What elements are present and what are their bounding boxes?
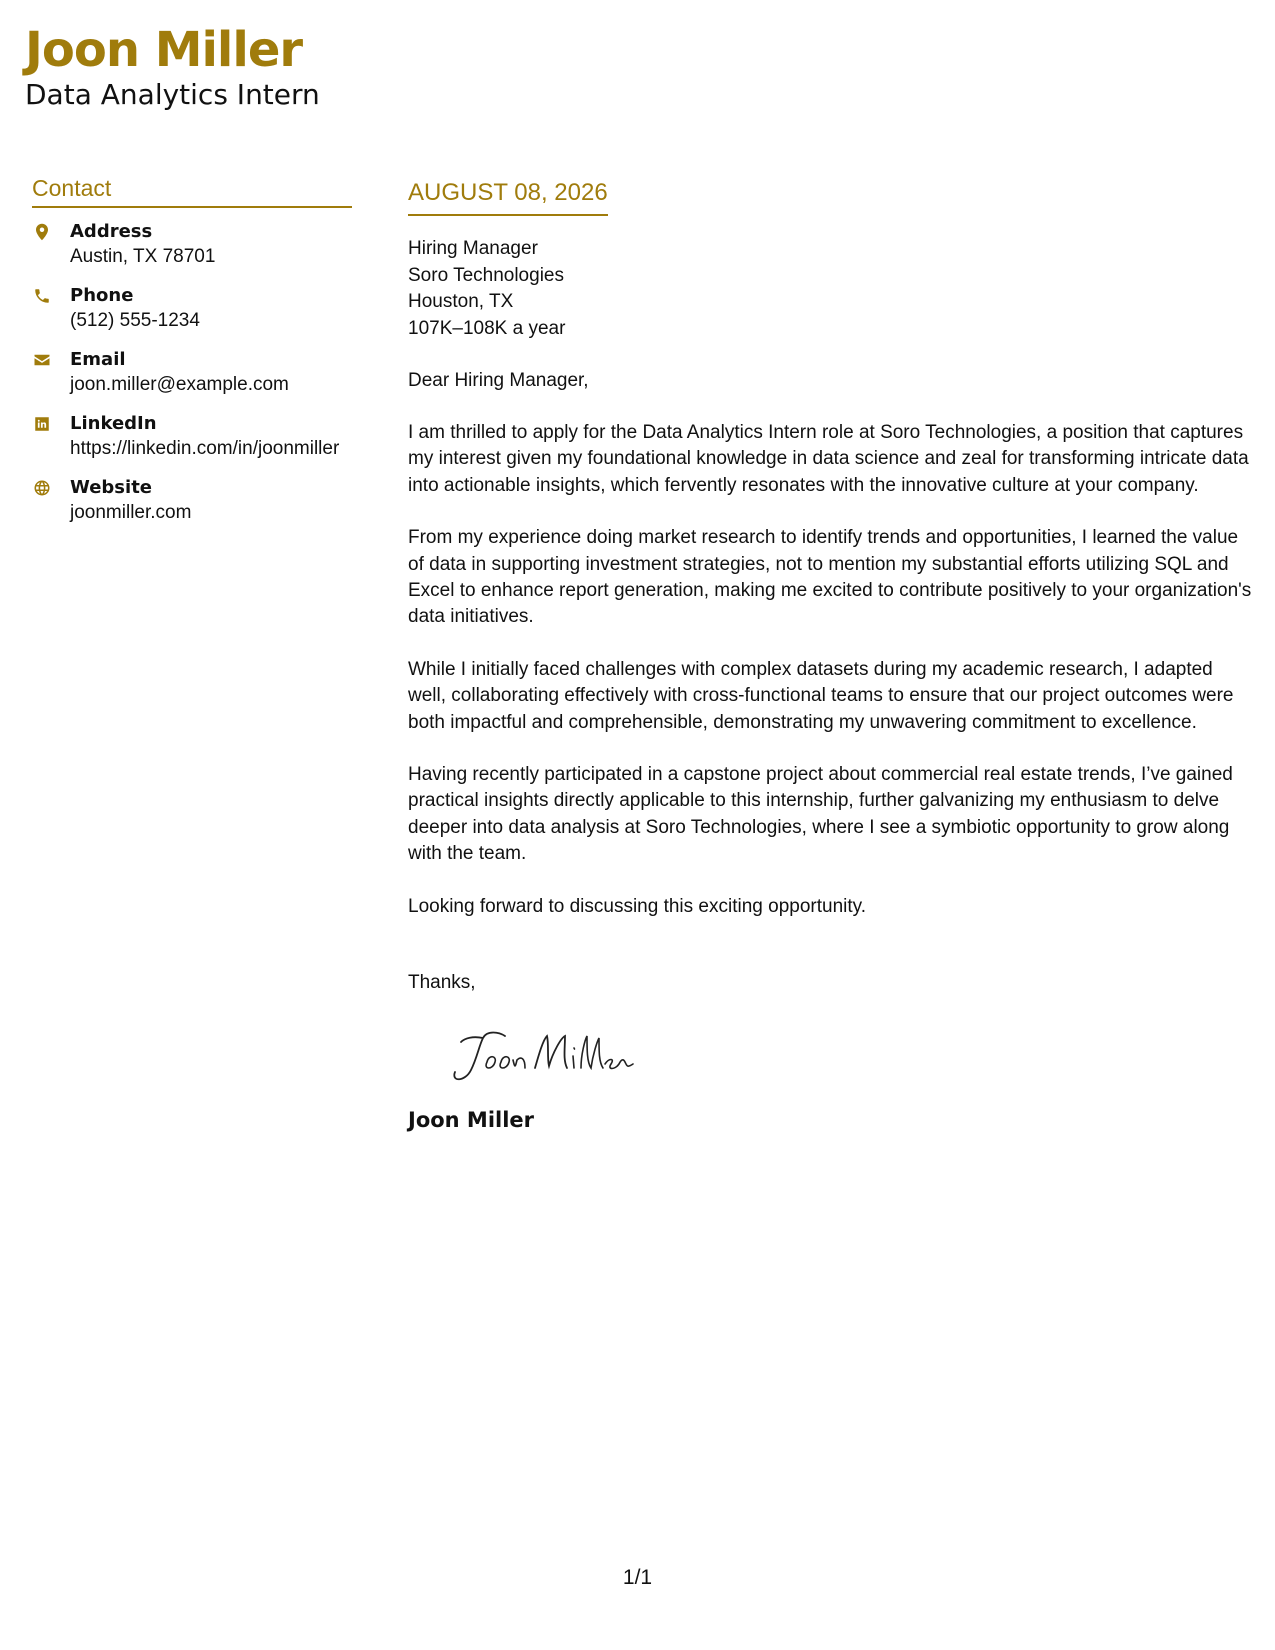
letter-header bbox=[25, 22, 320, 112]
linkedin-icon bbox=[32, 414, 52, 434]
map-pin-icon bbox=[32, 222, 52, 242]
globe-icon bbox=[32, 478, 52, 498]
contact-label: Phone bbox=[70, 285, 134, 306]
phone-value: (512) 555-1234 bbox=[70, 310, 200, 331]
page-number: 1/1 bbox=[622, 1566, 653, 1589]
contact-item-phone bbox=[32, 284, 352, 333]
applicant-name: Joon Miller bbox=[25, 22, 303, 78]
contact-label: Address bbox=[70, 221, 153, 242]
contact-sidebar bbox=[32, 174, 352, 540]
signer-name: Joon Miller bbox=[408, 1108, 535, 1133]
body-paragraph: From my experience doing market research to identify trends and opportunities, I learned the value of data in supporting investment strategies, not to mention my substantial efforts utilizing SQL and Excel to enhance report generation, making me excited to contribute positively to your organization's data initiatives. bbox=[408, 527, 1252, 628]
date-block bbox=[408, 178, 608, 216]
greeting: Dear Hiring Manager, bbox=[408, 370, 589, 391]
contact-list bbox=[32, 220, 352, 525]
body-paragraph: Having recently participated in a capstone project about commercial real estate trends, I’ve gained practical insights directly applicable to this internship, further galvanizing my enthusiasm to delve deeper into data analysis at Soro Technologies, where I see a symbiotic opportunity to grow along with the team. bbox=[408, 764, 1233, 865]
recipient-line: Hiring Manager bbox=[408, 238, 538, 259]
linkedin-link[interactable]: https://linkedin.com/in/joonmiller bbox=[70, 438, 340, 459]
recipient-line: Soro Technologies bbox=[408, 264, 564, 286]
contact-label: Website bbox=[70, 477, 153, 498]
contact-section-title: Contact bbox=[32, 174, 352, 208]
address-value: Austin, TX 78701 bbox=[70, 246, 216, 267]
contact-item-email bbox=[32, 348, 352, 397]
signature-graphic bbox=[443, 1024, 643, 1094]
contact-item-address bbox=[32, 220, 352, 269]
contact-label: LinkedIn bbox=[70, 413, 157, 434]
contact-label: Email bbox=[70, 349, 126, 370]
body-paragraph: I am thrilled to apply for the Data Analytics Intern role at Soro Technologies, a position that captures my interest given my foundational knowledge in data science and zeal for transforming intricate data into actionable insights, which fervently resonates with the innovative culture at your company. bbox=[408, 422, 1249, 496]
phone-icon bbox=[32, 286, 52, 306]
closing: Thanks, bbox=[408, 972, 476, 994]
recipient-block bbox=[408, 236, 1253, 342]
contact-item-linkedin bbox=[32, 412, 352, 461]
applicant-role: Data Analytics Intern bbox=[25, 78, 320, 111]
envelope-icon bbox=[32, 350, 52, 370]
letter-body bbox=[408, 178, 1253, 1134]
email-link[interactable]: joon.miller@example.com bbox=[70, 374, 289, 395]
letter-date: AUGUST 08, 2026 bbox=[408, 179, 608, 206]
recipient-line: 107K–108K a year bbox=[408, 317, 566, 339]
handwritten-signature bbox=[443, 1024, 1253, 1094]
website-link[interactable]: joonmiller.com bbox=[70, 502, 192, 523]
recipient-line: Houston, TX bbox=[408, 291, 514, 312]
contact-item-website bbox=[32, 476, 352, 525]
body-paragraph: While I initially faced challenges with complex datasets during my academic research, I adapted well, collaborating effectively with cross-functional teams to ensure that our project outcomes were both impactful and comprehensible, demonstrating my unwavering commitment to excellence. bbox=[408, 658, 1234, 733]
body-paragraph: Looking forward to discussing this exciting opportunity. bbox=[408, 895, 867, 917]
